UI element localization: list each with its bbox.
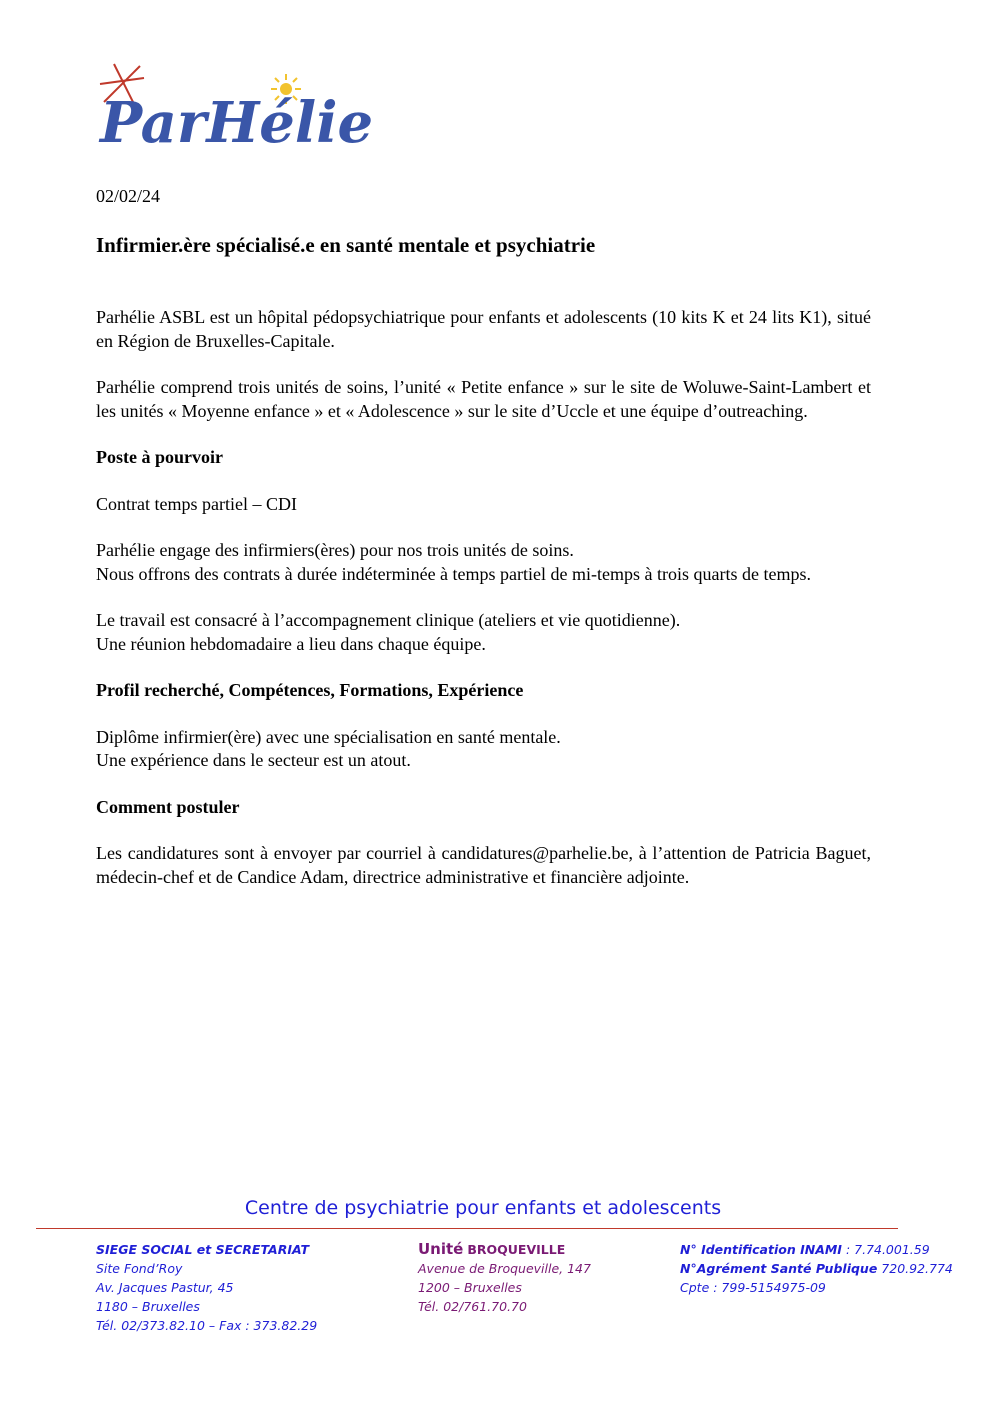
engage-line: Parhélie engage des infirmiers(ères) pour nos trois unités de soins. bbox=[96, 540, 574, 560]
logo-text: ParHélie bbox=[100, 90, 374, 156]
logo-graphic bbox=[92, 56, 374, 166]
contract-details: Nous offrons des contrats à durée indéterminée à temps partiel de mi-temps à trois quarts de temps. bbox=[96, 563, 811, 584]
section-heading-profil: Profil recherché, Compétences, Formations, Expérience bbox=[96, 680, 524, 700]
inami-label: N° Identification INAMI bbox=[680, 1242, 842, 1257]
footer-title: Centre de psychiatrie pour enfants et adolescents bbox=[244, 1197, 722, 1219]
account-number: Cpte : 799-5154975-09 bbox=[680, 1280, 826, 1295]
unite-name: BROQUEVILLE bbox=[467, 1242, 566, 1257]
footer-divider bbox=[36, 1228, 898, 1229]
experience-note: Une expérience dans le secteur est un atout. bbox=[96, 750, 411, 770]
siege-street: Av. Jacques Pastur, 45 bbox=[96, 1280, 234, 1295]
footer-unite bbox=[418, 1240, 591, 1316]
agrement-value: 720.92.774 bbox=[877, 1261, 953, 1276]
diploma-requirement: Diplôme infirmier(ère) avec une spécialisation en santé mentale. bbox=[96, 726, 561, 747]
siege-city: 1180 – Bruxelles bbox=[96, 1299, 200, 1314]
inami-value: : 7.74.001.59 bbox=[841, 1242, 930, 1257]
unite-label: Unité bbox=[418, 1240, 464, 1258]
units-paragraph: Parhélie comprend trois unités de soins, l’unité « Petite enfance » sur le site de Woluwe-Saint-Lambert et les unités « Moyenne enfance » et « Adolescence » sur le site d’Uccle et une équipe d’outreaching. bbox=[96, 377, 871, 421]
document-date: 02/02/24 bbox=[96, 186, 161, 206]
siege-heading: SIEGE SOCIAL et SECRETARIAT bbox=[96, 1242, 309, 1257]
footer-identifiers bbox=[680, 1240, 953, 1297]
intro-paragraph: Parhélie ASBL est un hôpital pédopsychiatrique pour enfants et adolescents (10 kits K et 24 lits K1), situé en Région de Bruxelles-Capitale. bbox=[96, 307, 871, 351]
siege-phone: Tél. 02/373.82.10 – Fax : 373.82.29 bbox=[96, 1318, 318, 1333]
agrement-id bbox=[680, 1259, 953, 1278]
unite-street: Avenue de Broqueville, 147 bbox=[418, 1261, 591, 1276]
document-body bbox=[96, 306, 871, 889]
siege-site: Site Fond’Roy bbox=[96, 1261, 183, 1276]
unite-phone: Tél. 02/761.70.70 bbox=[418, 1299, 527, 1314]
work-description: Le travail est consacré à l’accompagnement clinique (ateliers et vie quotidienne). bbox=[96, 610, 681, 630]
footer-siege bbox=[96, 1240, 317, 1335]
job-title: Infirmier.ère spécialisé.e en santé mentale et psychiatrie bbox=[96, 233, 596, 257]
section-heading-postuler: Comment postuler bbox=[96, 796, 240, 817]
inami-id bbox=[680, 1240, 953, 1259]
section-heading-poste: Poste à pourvoir bbox=[96, 447, 223, 467]
contract-type: Contrat temps partiel – CDI bbox=[96, 493, 297, 514]
unite-city: 1200 – Bruxelles bbox=[418, 1280, 522, 1295]
application-instructions: Les candidatures sont à envoyer par courriel à candidatures@parhelie.be, à l’attention de Patricia Baguet, médecin-chef et de Candice Adam, directrice administrative et financière adjointe. bbox=[96, 843, 871, 887]
meeting-info: Une réunion hebdomadaire a lieu dans chaque équipe. bbox=[96, 633, 486, 654]
agrement-label: N°Agrément Santé Publique bbox=[680, 1261, 878, 1276]
parhelie-logo bbox=[92, 56, 374, 166]
